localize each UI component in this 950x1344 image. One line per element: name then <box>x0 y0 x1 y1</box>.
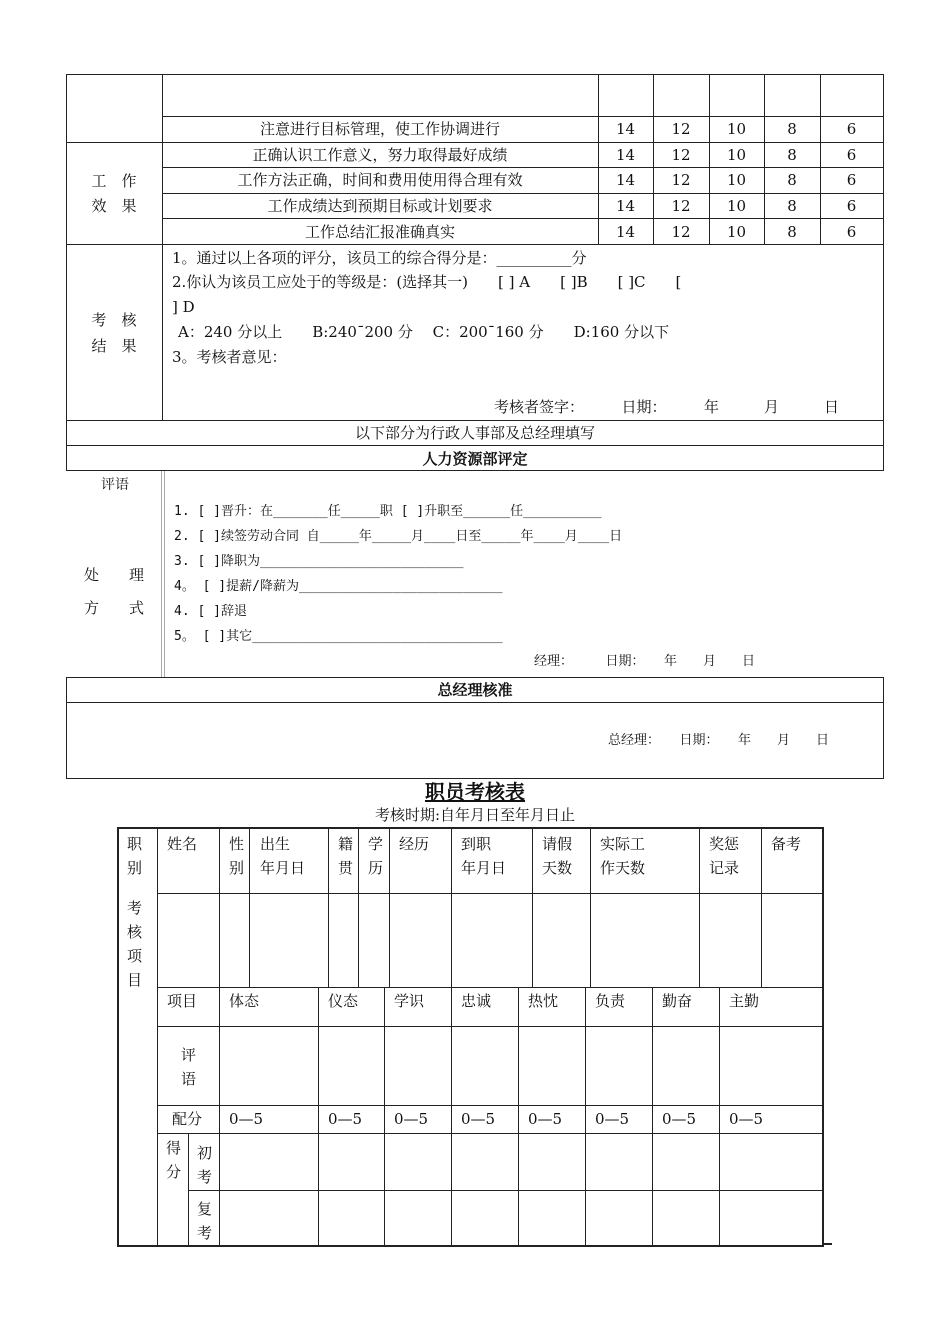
first-review-label: 初 考 <box>197 1144 213 1186</box>
header-start-date: 到职 年月日 <box>461 835 507 877</box>
item-name: 仪态 <box>328 992 359 1010</box>
score-range: 0—5 <box>595 1110 630 1128</box>
header-gender: 性 别 <box>229 835 245 877</box>
handling-option: 1. [ ]晋升：在_______任_____职 [ ]升职至______任__________ <box>174 504 602 519</box>
handling-label: 处 理 <box>83 566 144 584</box>
assessor-signature: 考核者签字： 日期： 年 月 日 <box>494 398 840 416</box>
handling-label-2: 方 式 <box>83 599 144 617</box>
total-score-line: 1。通过以上各项的评分，该员工的综合得分是：__________分 <box>172 249 587 267</box>
score-allocation-label: 配分 <box>172 1110 203 1128</box>
item-label: 项目 <box>167 992 198 1010</box>
score-range: 0—5 <box>528 1110 563 1128</box>
header-position: 职 别 <box>127 835 143 877</box>
header-name: 姓名 <box>167 835 198 853</box>
handling-option: 2. [ ]续签劳动合同 自_____年_____月____日至_____年____月____日 <box>174 529 623 544</box>
score-label: 得 分 <box>166 1139 182 1181</box>
hr-section-title: 人力资源部评定 <box>422 450 528 468</box>
grade-ranges: A：240 分以上 B:240¯200 分 C：200¯160 分 D:160 分以下 <box>178 323 670 341</box>
item-name: 学识 <box>394 992 425 1010</box>
handling-option: 4. [ ]辞退 <box>174 604 247 619</box>
second-review-label: 复 考 <box>197 1200 213 1242</box>
grade-choice-line-cont: ] D <box>172 298 195 316</box>
item-name: 负责 <box>595 992 626 1010</box>
item-name: 忠诚 <box>461 992 492 1010</box>
assessment-items-label: 考 核 项 目 <box>127 899 143 989</box>
admin-note: 以下部分为行政人事部及总经理填写 <box>354 424 595 442</box>
item-name: 主勤 <box>729 992 760 1010</box>
assessor-opinion-label: 3。考核者意见： <box>172 348 287 366</box>
header-work-days: 实际工 作天数 <box>600 835 646 877</box>
item-name: 热忱 <box>528 992 559 1010</box>
score-range: 0—5 <box>229 1110 264 1128</box>
header-rewards: 奖惩 记录 <box>709 835 740 877</box>
score-range: 0—5 <box>461 1110 496 1128</box>
comment-label: 评语 <box>101 477 129 493</box>
header-remarks: 备考 <box>771 835 802 853</box>
score-range: 0—5 <box>729 1110 764 1128</box>
grade-choice-line: 2.你认为该员工应处于的等级是：(选择其一) [ ] A [ ]B [ ]C [ <box>172 273 682 291</box>
score-range: 0—5 <box>662 1110 697 1128</box>
form-period: 考核时期:自年月日至年月日止 <box>374 806 576 824</box>
score-range: 0—5 <box>394 1110 429 1128</box>
handling-option: 5。 [ ]其它________________________________ <box>174 629 503 644</box>
header-experience: 经历 <box>399 835 430 853</box>
gm-signature: 总经理： 日期： 年 月 日 <box>608 733 830 748</box>
comment-row-label: 评 语 <box>181 1046 197 1088</box>
header-education: 学 历 <box>368 835 384 877</box>
manager-signature: 经理： 日期： 年 月 日 <box>534 654 756 669</box>
header-birth: 出生 年月日 <box>260 835 306 877</box>
handling-option: 3. [ ]降职为__________________________ <box>174 554 464 569</box>
gm-approval-title: 总经理核准 <box>437 681 513 699</box>
header-leave-days: 请假 天数 <box>542 835 573 877</box>
item-name: 体态 <box>229 992 260 1010</box>
item-name: 勤奋 <box>662 992 693 1010</box>
score-range: 0—5 <box>328 1110 363 1128</box>
form-title: 职员考核表 <box>425 780 525 804</box>
header-native-place: 籍 贯 <box>338 835 354 877</box>
handling-option: 4。 [ ]提薪/降薪为__________________________ <box>174 579 503 594</box>
